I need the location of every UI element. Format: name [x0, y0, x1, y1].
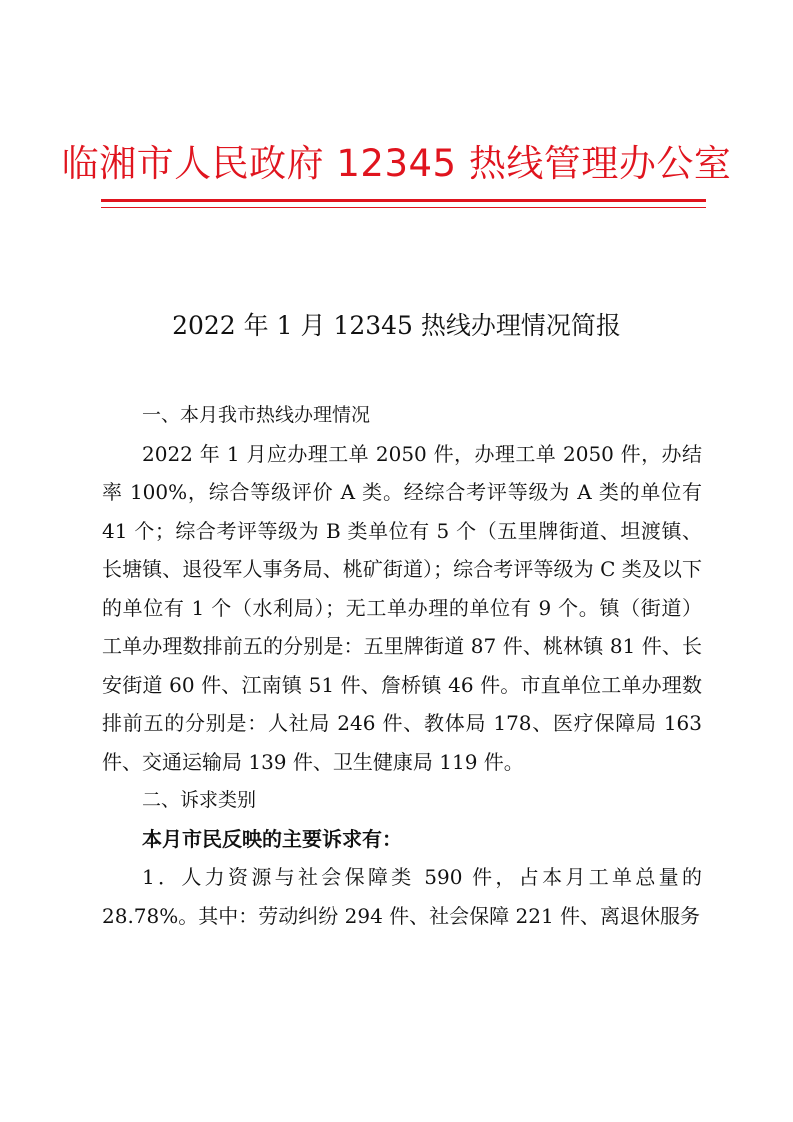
section-paragraph-1: 2022 年 1 月应办理工单 2050 件，办理工单 2050 件，办结率 100%，综合等级评价 A 类。经综合考评等级为 A 类的单位有 41 个；综合考评等级为 B 类单位有 5 个（五里牌街道、坦渡镇、长塘镇、退役军人事务局、桃矿街道）；综合考评等级为 C 类及以下的单位有 1 个（水利局）；无工单办理的单位有 9 个。镇（街道）工单办理数排前五的分别是：五里牌街道 87 件、桃林镇 81 件、长安街道 60 件、江南镇 51 件、詹桥镇 46 件。市直单位工单办理数排前五的分别是：人社局 246 件、教体局 178、医疗保障局 163 件、交通运输局 139 件、卫生健康局 119 件。 — [102, 441, 702, 774]
office-masthead: 临湘市人民政府 12345 热线管理办公室 — [61, 142, 732, 185]
document-body — [102, 396, 702, 935]
section-item-1: 1．人力资源与社会保障类 590 件，占本月工单总量的 28.78%。其中：劳动纠纷 294 件、社会保障 221 件、离退休服务 — [102, 865, 702, 928]
document-title: 2022 年 1 月 12345 热线办理情况简报 — [172, 311, 621, 340]
section-heading-2: 二、诉求类别 — [142, 789, 257, 811]
section-heading-1: 一、本月我市热线办理情况 — [142, 404, 371, 426]
section-intro-2: 本月市民反映的主要诉求有： — [142, 826, 402, 851]
masthead-rule-thin — [101, 207, 706, 208]
masthead-rule-thick — [101, 199, 706, 202]
